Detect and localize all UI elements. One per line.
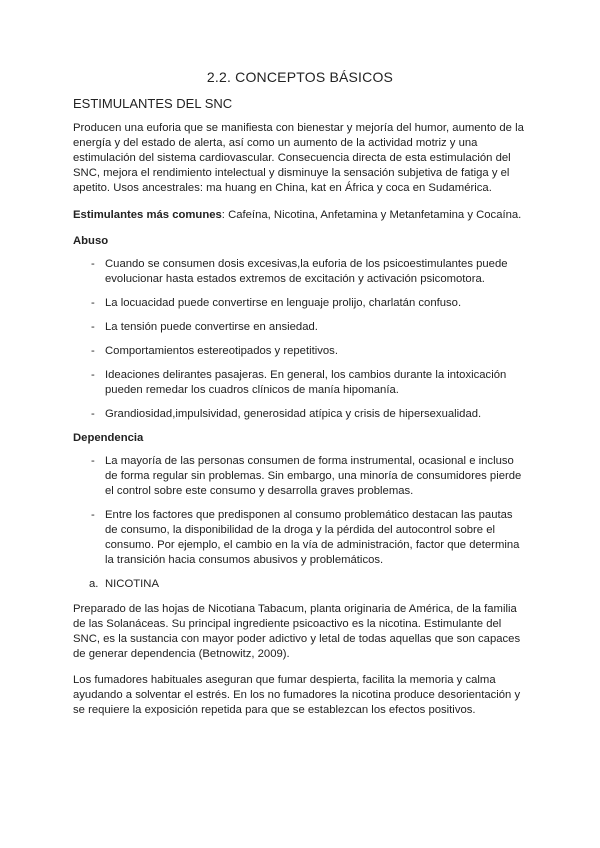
- list-item: [73, 320, 528, 335]
- common-stimulants-text: : Cafeína, Nicotina, Anfetamina y Metanfetamina y Cocaína.: [221, 209, 522, 221]
- list-item-text: La mayoría de las personas consumen de forma instrumental, ocasional e incluso de forma regular sin problemas. Sin embargo, una minoría de consumidores pierde el control sobre este consumo y desarrolla graves problemas.: [105, 455, 522, 497]
- nicotina-paragraph: Los fumadores habituales aseguran que fumar despierta, facilita la memoria y calma ayudando a solventar el estrés. En los no fumadores la nicotina produce desorientación y se requiere la exposición repetida para que se establezcan los efectos positivos.: [73, 674, 521, 716]
- common-stimulants-label: Estimulantes más comunes: [73, 209, 222, 221]
- list-item-text: Grandiosidad,impulsividad, generosidad atípica y crisis de hipersexualidad.: [105, 408, 482, 420]
- document-body: [73, 121, 528, 729]
- list-marker: -: [91, 345, 95, 357]
- list-marker: -: [91, 369, 95, 381]
- list-item: [73, 257, 528, 287]
- nicotina-heading-text: NICOTINA: [105, 578, 159, 590]
- list-item: [73, 368, 528, 398]
- list-item: [73, 454, 528, 499]
- list-marker: -: [91, 321, 95, 333]
- list-item-text: La locuacidad puede convertirse en lenguaje prolijo, charlatán confuso.: [105, 297, 462, 309]
- dependencia-heading: Dependencia: [73, 432, 144, 444]
- list-marker: -: [91, 408, 95, 420]
- list-item: [73, 508, 528, 568]
- list-marker: -: [91, 455, 95, 467]
- common-stimulants-paragraph: [73, 208, 528, 223]
- list-marker: -: [91, 258, 95, 270]
- page-title: 2.2. CONCEPTOS BÁSICOS: [206, 69, 394, 85]
- list-marker: -: [91, 297, 95, 309]
- list-item-text: Ideaciones delirantes pasajeras. En general, los cambios durante la intoxicación pueden remedar los cuadros clínicos de manía hipomanía.: [105, 369, 507, 396]
- dependencia-list: [73, 454, 528, 568]
- nicotina-heading: [73, 577, 528, 592]
- list-item-text: Cuando se consumen dosis excesivas,la euforia de los psicoestimulantes puede evolucionar hasta estados extremos de excitación y activación psicomotora.: [105, 258, 508, 285]
- alpha-marker: a.: [89, 578, 99, 590]
- list-item: [73, 407, 528, 422]
- list-item-text: La tensión puede convertirse en ansiedad.: [105, 321, 318, 333]
- abuso-list: [73, 257, 528, 422]
- intro-paragraph: Producen una euforia que se manifiesta con bienestar y mejoría del humor, aumento de la energía y del estado de alerta, así como un aumento de la actividad motriz y una estimulación del sistema cardiovascular. Consecuencia directa de esta estimulación del SNC, mejora el rendimiento intelectual y disminuye la sensación subjetiva de fatiga y el apetito. Usos ancestrales: ma huang en China, kat en África y coca en Sudamérica.: [73, 122, 524, 194]
- section-title: ESTIMULANTES DEL SNC: [73, 96, 233, 111]
- list-item-text: Comportamientos estereotipados y repetitivos.: [105, 345, 338, 357]
- list-item: [73, 296, 528, 311]
- list-item: [73, 344, 528, 359]
- abuso-heading: Abuso: [73, 235, 109, 247]
- list-marker: -: [91, 509, 95, 521]
- nicotina-paragraph: Preparado de las hojas de Nicotiana Tabacum, planta originaria de América, de la familia de las Solanáceas. Su principal ingrediente psicoactivo es la nicotina. Estimulante del SNC, es la sustancia con mayor poder adictivo y letal de todas aquellas que son capaces de generar dependencia (Betnowitz, 2009).: [73, 603, 521, 660]
- list-item-text: Entre los factores que predisponen al consumo problemático destacan las pautas de consumo, la disponibilidad de la droga y la pérdida del autocontrol sobre el consumo. Por ejemplo, el cambio en la vía de administración, factor que determina la transición hacia consumos abusivos y problemáticos.: [105, 509, 520, 566]
